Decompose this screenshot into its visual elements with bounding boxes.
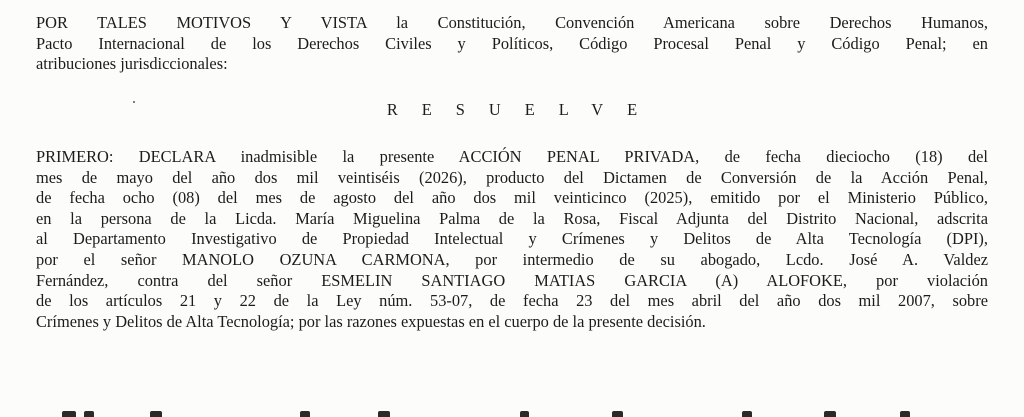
primero-line: al Departamento Investigativo de Propiedad Intelectual y Crímenes y Delitos de Alta Tecnología (DPI),	[36, 229, 988, 249]
primero-line: en la persona de la Licda. María Miguelina Palma de la Rosa, Fiscal Adjunta del Distrito Nacional, adscrita	[36, 208, 988, 228]
primero-line: Crímenes y Delitos de Alta Tecnología; por las razones expuestas en el cuerpo de la presente decisión.	[36, 311, 706, 331]
primero-line: de los artículos 21 y 22 de la Ley núm. 53-07, de fecha 23 del mes abril del año dos mil 2007, sobre	[36, 291, 988, 311]
intro-line: Pacto Internacional de los Derechos Civiles y Políticos, Código Procesal Penal y Código Penal; en	[36, 33, 988, 53]
resolve-heading: RESUELVE	[386, 100, 662, 119]
intro-line: atribuciones jurisdiccionales:	[36, 54, 228, 74]
primero-line: Fernández, contra del señor ESMELIN SANTIAGO MATIAS GARCIA (A) ALOFOKE, por violación	[36, 270, 988, 290]
primero-line: de fecha ocho (08) del mes de agosto del año dos mil veinticinco (2025), emitido por el Ministerio Público,	[36, 188, 988, 208]
primero-line: PRIMERO: DECLARA inadmisible la presente ACCIÓN PENAL PRIVADA, de fecha dieciocho (18) del	[36, 147, 988, 166]
intro-paragraph	[36, 13, 988, 75]
primero-line: mes de mayo del año dos mil veintiséis (2026), producto del Dictamen de Conversión de la Acción Penal,	[36, 167, 988, 187]
intro-line: POR TALES MOTIVOS Y VISTA la Constitución, Convención Americana sobre Derechos Humanos,	[36, 13, 988, 32]
cut-off-next-line	[0, 406, 1024, 417]
primero-line: por el señor MANOLO OZUNA CARMONA, por intermedio de su abogado, Lcdo. José A. Valdez	[36, 249, 988, 269]
primero-paragraph	[36, 147, 988, 332]
